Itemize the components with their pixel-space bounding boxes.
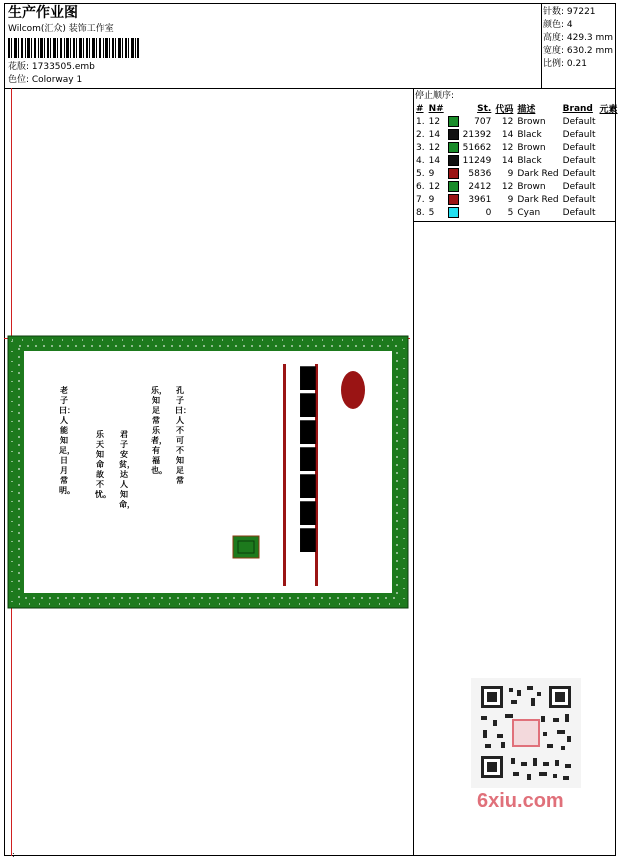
row-stitches: 21392 [462,129,492,140]
row-swatch [446,167,461,180]
row-stitches: 2412 [468,181,492,192]
row-needle: 12 [428,142,441,153]
row-brand: Default [562,194,596,205]
row-brand: Default [562,168,596,179]
row-needle: 9 [428,168,435,179]
color-swatch [448,181,459,192]
row-needle: 9 [428,194,435,205]
table-row [414,206,620,219]
row-swatch [446,154,461,167]
row-code: 12 [501,116,514,127]
row-description: Brown [517,142,546,153]
table-row [414,115,620,128]
row-index: 6. [416,181,425,192]
col-header-index: # [416,103,424,114]
row-code: 14 [501,155,514,166]
col-header-brand: Brand [562,103,593,114]
table-row [414,193,620,206]
verse-column-5: 老子曰：人能知足，日月常明。 [59,386,75,495]
table-bottom-line [413,221,616,222]
row-element [598,141,620,154]
color-swatch [448,129,459,140]
row-description: Brown [517,181,546,192]
row-element [598,180,620,193]
row-element [598,154,620,167]
row-code: 14 [501,129,514,140]
row-swatch [446,180,461,193]
color-swatch [448,155,459,166]
header-divider [4,88,616,89]
col-header-code: 代码 [495,105,514,115]
row-swatch [446,206,461,219]
row-swatch [446,193,461,206]
row-description: Black [517,129,542,140]
col-header-description: 描述 [517,105,536,115]
row-element [598,128,620,141]
title-glyph-block: █ [300,501,316,525]
color-swatch [448,168,459,179]
table-row [414,154,620,167]
verse-column-4: 乐天知命故不忧。 [95,430,111,499]
title-glyph-block: █ [300,528,316,552]
row-element [598,167,620,180]
design-scale: 比例: 0.21 [543,59,587,69]
color-swatch [448,142,459,153]
colorway-label: 色位: Colorway 1 [8,75,83,85]
title-glyph-block: █ [300,366,316,390]
title-glyph-block: █ [300,420,316,444]
row-stitches: 5836 [468,168,492,179]
row-stitches: 11249 [462,155,492,166]
table-row [414,128,620,141]
color-swatch [448,116,459,127]
col-header-needle: N# [428,103,444,114]
row-brand: Default [562,116,596,127]
row-brand: Default [562,181,596,192]
title-glyph-block: █ [300,393,316,417]
table-row [414,167,620,180]
row-brand: Default [562,155,596,166]
row-element [598,193,620,206]
qr-code [471,678,581,788]
row-needle: 12 [428,181,441,192]
row-needle: 14 [428,129,441,140]
row-description: Cyan [517,207,541,218]
row-index: 5. [416,168,425,179]
row-description: Dark Red [517,168,559,179]
row-index: 8. [416,207,425,218]
row-brand: Default [562,207,596,218]
row-index: 7. [416,194,425,205]
title-glyph-block: █ [300,474,316,498]
row-stitches: 3961 [468,194,492,205]
page-title: 生产作业图 [8,5,78,21]
row-description: Dark Red [517,194,559,205]
row-needle: 5 [428,207,435,218]
row-swatch [446,128,461,141]
design-height: 高度: 429.3 mm [543,33,614,43]
row-code: 9 [507,168,514,179]
verse-column-3: 君子安贫，达人知命， [119,430,135,509]
watermark-logo: 6xiu.com [477,790,564,812]
row-swatch [446,115,461,128]
row-index: 4. [416,155,425,166]
row-description: Black [517,155,542,166]
row-brand: Default [562,142,596,153]
table-row [414,141,620,154]
row-stitches: 707 [474,116,492,127]
company-name: Wilcom(汇众) 装饰工作室 [8,24,114,34]
design-file-name: 花版: 1733505.emb [8,62,95,72]
col-header-element: 元素 [599,105,618,115]
row-code: 12 [501,142,514,153]
row-stitches: 51662 [462,142,492,153]
barcode [8,38,139,58]
row-needle: 12 [428,116,441,127]
stats-divider [541,3,542,88]
verse-column-1: 孔子曰：人不可不知足常 [175,386,191,485]
table-header-row [414,102,620,115]
row-index: 1. [416,116,425,127]
color-count: 颜色: 4 [543,20,573,30]
verse-column-2: 乐，知足常乐者，有福也。 [151,386,167,475]
design-stats [543,6,613,71]
row-index: 2. [416,129,425,140]
table-row [414,180,620,193]
row-code: 12 [501,181,514,192]
title-glyph-block: █ [300,447,316,471]
row-element [598,115,620,128]
color-swatch [448,207,459,218]
row-swatch [446,141,461,154]
row-description: Brown [517,116,546,127]
row-needle: 14 [428,155,441,166]
stop-sequence-table [414,102,620,219]
row-index: 3. [416,142,425,153]
row-brand: Default [562,129,596,140]
stop-sequence-title: 停止顺序: [415,91,455,101]
row-element [598,206,620,219]
stitch-count: 针数: 97221 [543,7,596,17]
col-header-swatch [446,102,461,115]
color-swatch [448,194,459,205]
row-code: 5 [507,207,514,218]
col-header-stitches: St. [477,103,492,114]
design-title-glyphs [297,365,319,580]
row-stitches: 0 [485,207,492,218]
corner-tick-mark: : [12,850,15,859]
row-code: 9 [507,194,514,205]
design-width: 宽度: 630.2 mm [543,46,614,56]
